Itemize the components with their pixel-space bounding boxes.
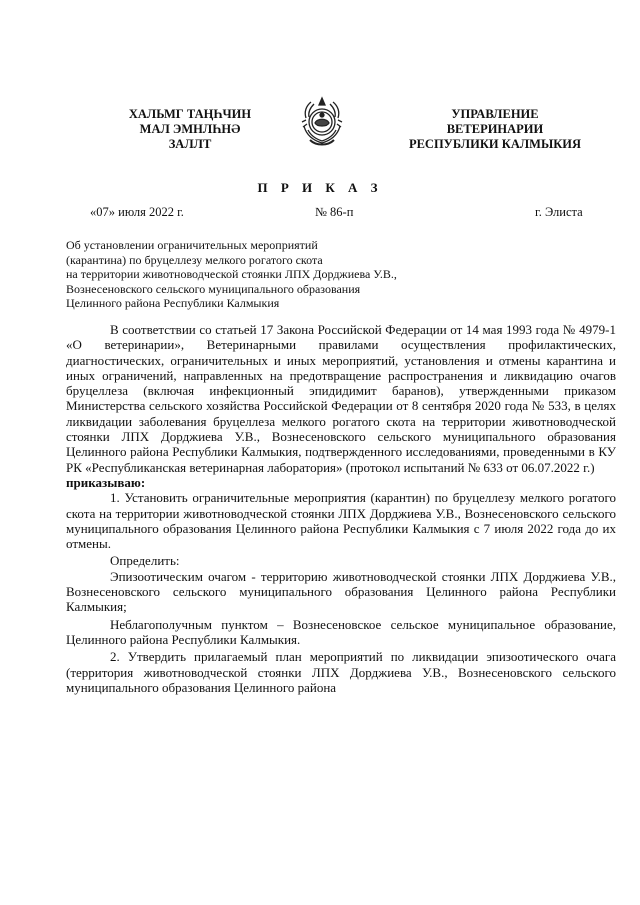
subject-line: на территории животноводческой стоянки ЛПХ Дорджиева У.В., xyxy=(66,267,397,281)
item-1-paragraph: 1. Установить ограничительные мероприятия (карантин) по бруцеллезу мелкого рогатого скота на территории животноводческой стоянки ЛПХ Дорджиева У.В., Вознесеновского сельского муниципального образования Целинного района Республики Калмыкия с 7 июля 2022 года до их отмены. xyxy=(66,490,616,552)
item-2-paragraph: 2. Утвердить прилагаемый план мероприятий по ликвидации эпизоотического очага (территория животноводческой стоянки ЛПХ Дорджиева У.В., Вознесеновского сельского муниципального образования Целинного района xyxy=(66,649,616,695)
header-kalmyk-title xyxy=(110,107,270,152)
kalmykia-emblem-icon xyxy=(300,96,344,148)
preamble-paragraph: В соответствии со статьей 17 Закона Российской Федерации от 14 мая 1993 года № 4979-1 «О ветеринарии», Ветеринарными правилами осуществления профилактических, диагностических, ограничительных и иных мероприятий, установления и отмены карантина и иных ограничений, направленных на предотвращение распространения и ликвидацию очагов бруцеллеза (включая инфекционный эпидидимит баранов), утвержденными приказом Министерства сельского хозяйства Российской Федерации от 8 сентября 2020 года № 533, в целях ликвидации заболевания бруцеллеза мелкого рогатого скота на территории животноводческой стоянки ЛПХ Дорджиева У.В., Вознесеновского сельского муниципального образования Целинного района Республики Калмыкия, подтвержденного исследованиями, проведенными в КУ РК «Республиканская ветеринарная лаборатория» (протокол испытаний № 633 от 06.07.2022 г.) xyxy=(66,322,616,475)
document-type-title: П Р И К А З xyxy=(257,180,383,195)
header-left-line: ХАЛЬМГ ТАҢҺЧИН xyxy=(128,107,252,121)
header-right-line: ВЕТЕРИНАРИИ xyxy=(446,122,544,136)
header-left-line: МАЛ ЭМНЛҺНӘ xyxy=(139,122,241,136)
subject-line: Вознесеновского сельского муниципального образования xyxy=(66,281,361,296)
unfavorable-paragraph: Неблагополучным пунктом – Вознесеновское сельское муниципальное образование, Целинного района Республики Калмыкия. xyxy=(66,616,616,647)
define-paragraph: Определить: xyxy=(110,553,180,569)
document-body xyxy=(66,322,616,695)
header-right-line: РЕСПУБЛИКИ КАЛМЫКИЯ xyxy=(408,137,582,151)
document-date: «07» июля 2022 г. xyxy=(90,205,184,219)
header-russian-title xyxy=(395,107,595,152)
order-word: приказываю: xyxy=(66,474,146,490)
document-city: г. Элиста xyxy=(535,205,583,219)
document-subject xyxy=(66,238,486,311)
header-left-line: ЗАЛЛТ xyxy=(168,137,212,151)
focus-paragraph: Эпизоотическим очагом - территорию животноводческой стоянки ЛПХ Дорджиева У.В., Вознесеновского сельского муниципального образования Целинного района Республики Калмыкия; xyxy=(66,568,616,615)
document-number: № 86-п xyxy=(315,205,354,219)
subject-line: Об установлении ограничительных мероприятий xyxy=(66,238,318,252)
subject-line: Целинного района Республики Калмыкия xyxy=(66,296,280,310)
subject-line: (карантина) по бруцеллезу мелкого рогатого скота xyxy=(66,252,323,267)
header-right-line: УПРАВЛЕНИЕ xyxy=(451,107,539,121)
